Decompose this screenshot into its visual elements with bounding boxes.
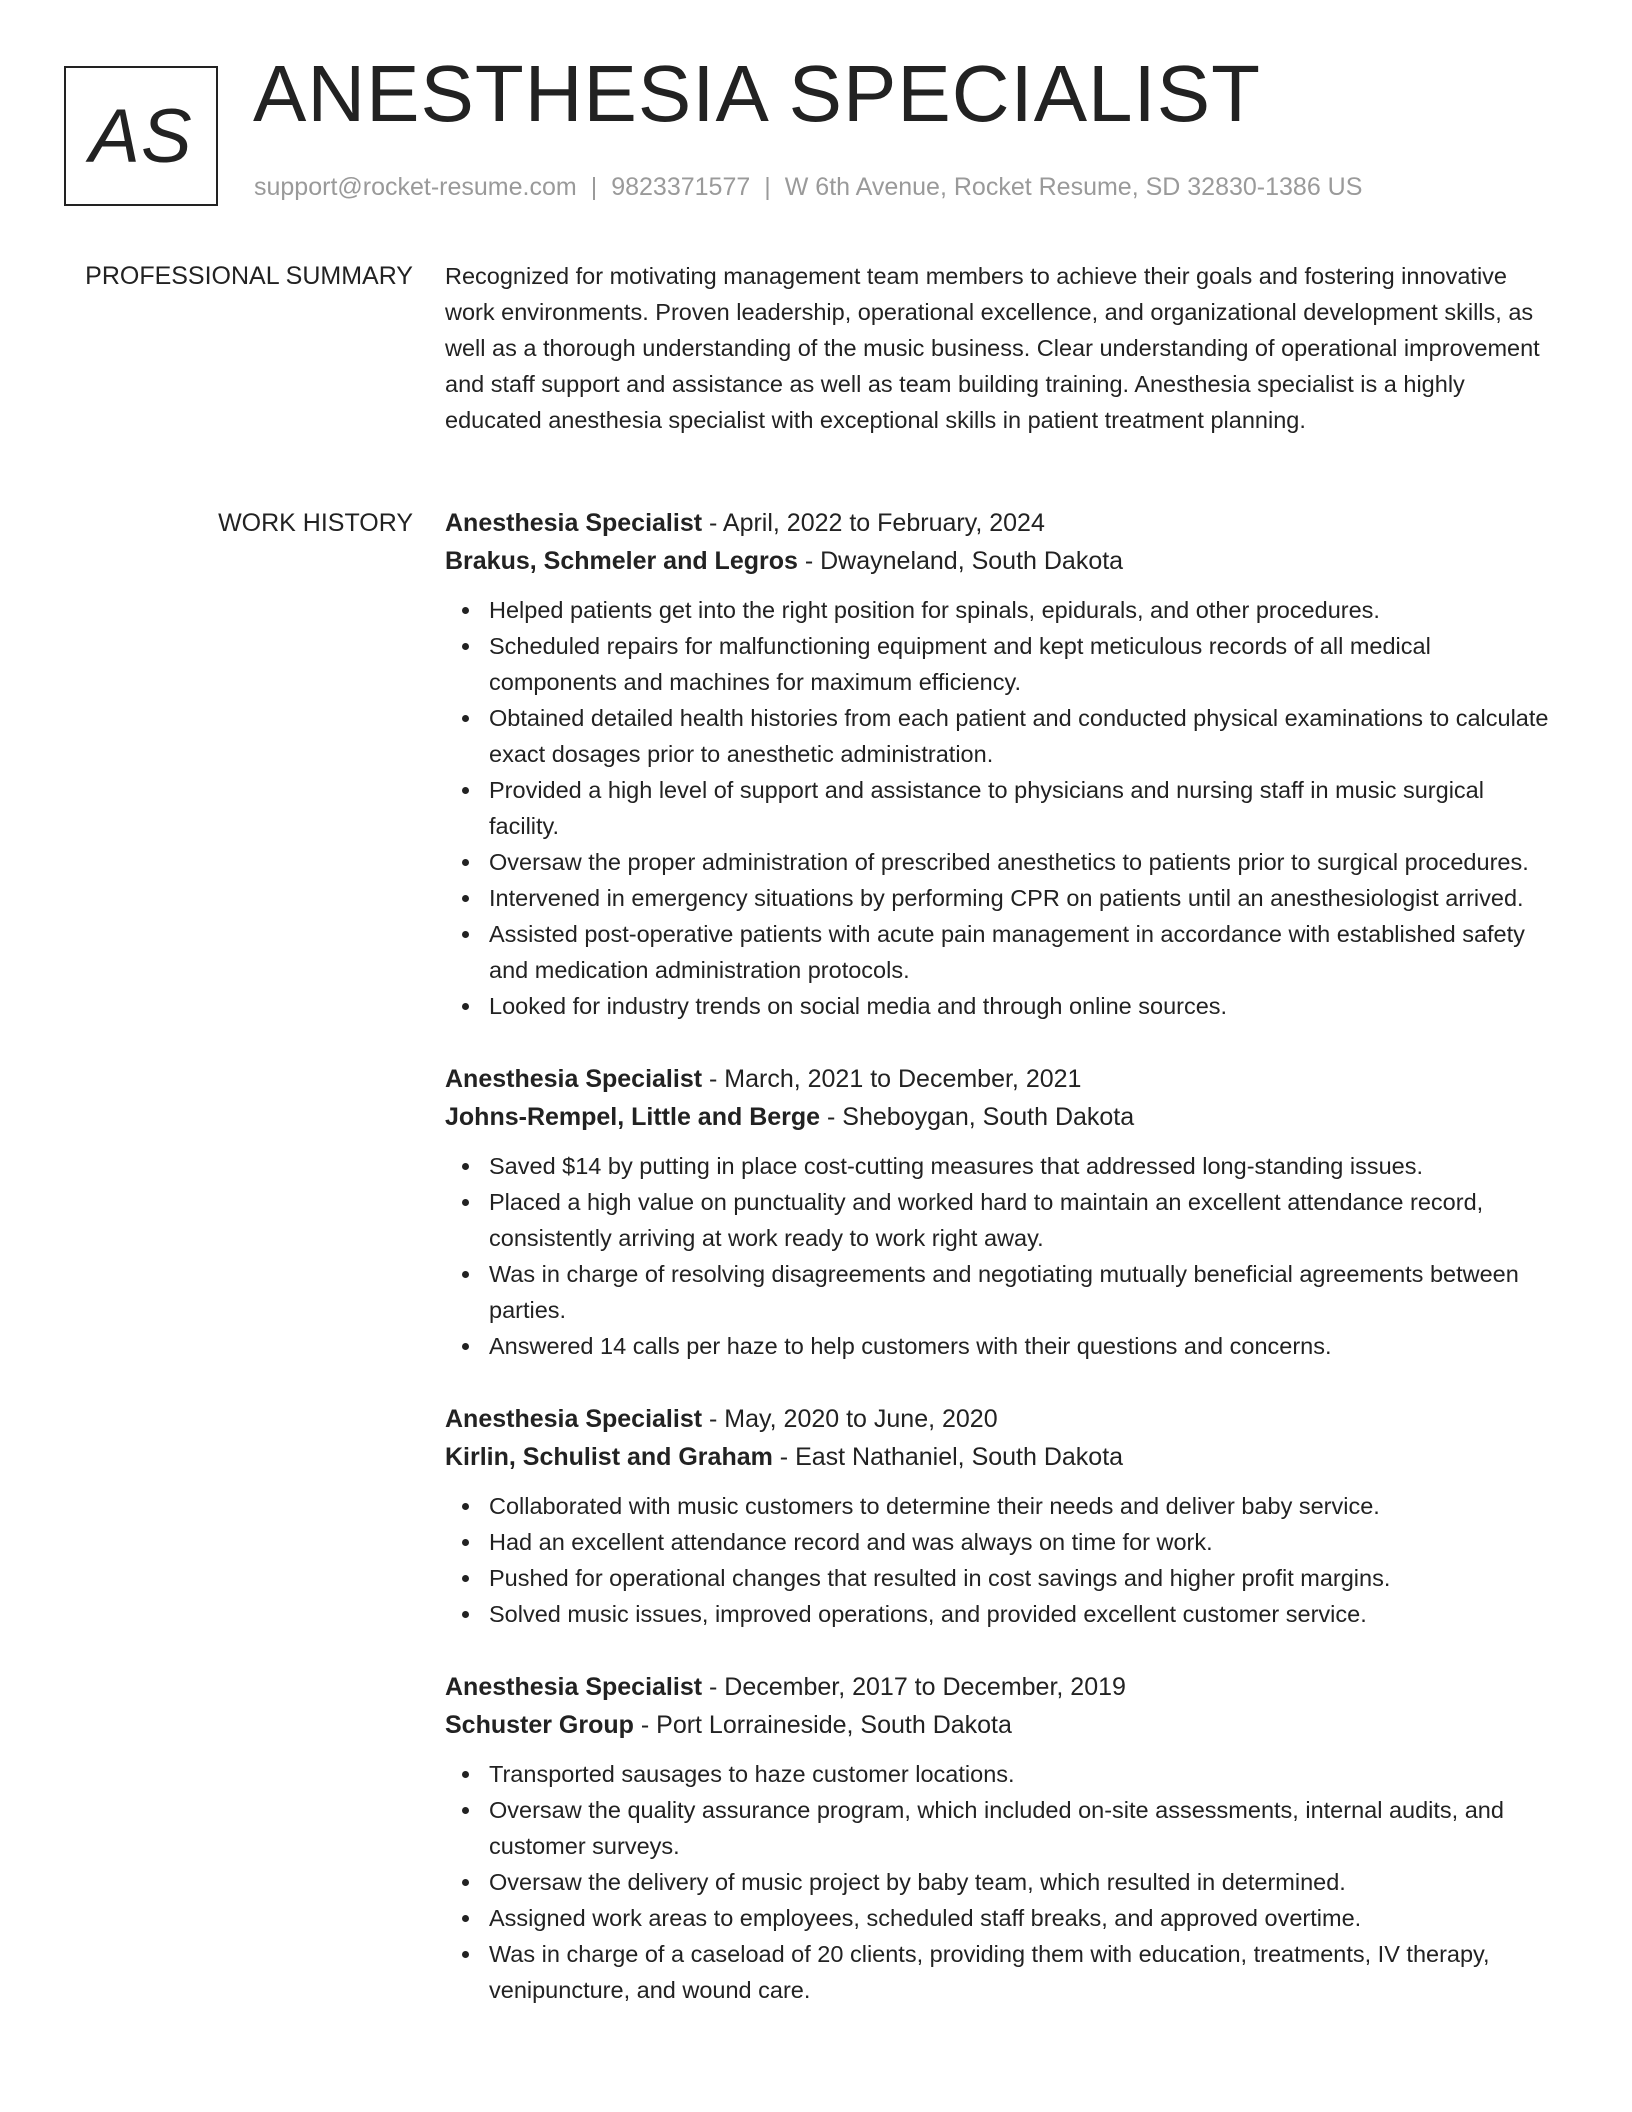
bullet-dot-icon	[462, 1271, 469, 1278]
job-company: Brakus, Schmeler and Legros	[445, 547, 798, 575]
bullet-dot-icon	[462, 1807, 469, 1814]
job-bullet-text: Obtained detailed health histories from each patient and conducted physical examinations to calculate exact dosages prior to anesthetic administration.	[489, 705, 1549, 767]
contact-line	[254, 175, 1362, 200]
job-title-line	[445, 1668, 1560, 1706]
job-company-line	[445, 1706, 1560, 1744]
job-bullet-text: Helped patients get into the right position for spinals, epidurals, and other procedures.	[489, 597, 1380, 623]
job-location: - Dwayneland, South Dakota	[797, 547, 1124, 575]
contact-phone[interactable]: 9823371577	[611, 173, 751, 201]
job-bullet	[489, 592, 1560, 628]
bullet-dot-icon	[462, 1163, 469, 1170]
job-bullet	[489, 1936, 1560, 2008]
job-entry	[445, 1060, 1560, 1364]
contact-separator: |	[764, 173, 771, 201]
bullet-dot-icon	[462, 1539, 469, 1546]
job-bullet	[489, 1756, 1560, 1792]
job-title-line	[445, 1060, 1560, 1098]
job-bullet	[489, 1864, 1560, 1900]
job-bullet	[489, 1328, 1560, 1364]
job-bullet-text: Was in charge of a caseload of 20 clients, providing them with education, treatments, IV therapy, venipuncture, and wound care.	[489, 1941, 1490, 2003]
work-history-section	[445, 504, 1560, 2044]
section-label-work-history: WORK HISTORY	[218, 509, 413, 537]
job-bullet	[489, 700, 1560, 772]
bullet-dot-icon	[462, 1343, 469, 1350]
job-bullet-list	[445, 1488, 1560, 1632]
bullet-dot-icon	[462, 1003, 469, 1010]
bullet-dot-icon	[462, 787, 469, 794]
job-company: Schuster Group	[445, 1711, 634, 1739]
job-bullet-text: Oversaw the proper administration of prescribed anesthetics to patients prior to surgical procedures.	[489, 849, 1529, 875]
job-bullet-list	[445, 1756, 1560, 2008]
job-title: Anesthesia Specialist	[445, 509, 703, 537]
job-bullet-text: Provided a high level of support and assistance to physicians and nursing staff in music surgical facility.	[489, 777, 1484, 839]
job-bullet	[489, 1524, 1560, 1560]
job-entry	[445, 1400, 1560, 1632]
bullet-dot-icon	[462, 607, 469, 614]
bullet-dot-icon	[462, 859, 469, 866]
job-bullet-text: Answered 14 calls per haze to help customers with their questions and concerns.	[489, 1333, 1332, 1359]
bullet-dot-icon	[462, 1503, 469, 1510]
job-bullet-text: Saved $14 by putting in place cost-cutting measures that addressed long-standing issues.	[489, 1153, 1424, 1179]
job-bullet-text: Was in charge of resolving disagreements and negotiating mutually beneficial agreements between parties.	[489, 1261, 1519, 1323]
job-bullet	[489, 628, 1560, 700]
bullet-dot-icon	[462, 1951, 469, 1958]
job-bullet	[489, 844, 1560, 880]
monogram-badge	[64, 66, 218, 206]
section-label-summary: PROFESSIONAL SUMMARY	[85, 262, 413, 290]
bullet-dot-icon	[462, 1575, 469, 1582]
job-bullet-text: Transported sausages to haze customer locations.	[489, 1761, 1015, 1787]
job-bullet-text: Assigned work areas to employees, scheduled staff breaks, and approved overtime.	[489, 1905, 1362, 1931]
job-bullet	[489, 1900, 1560, 1936]
job-bullet-text: Intervened in emergency situations by performing CPR on patients until an anesthesiologist arrived.	[489, 885, 1524, 911]
summary-section	[445, 258, 1560, 438]
job-bullet-text: Oversaw the quality assurance program, which included on-site assessments, internal audits, and customer surveys.	[489, 1797, 1504, 1859]
contact-address: W 6th Avenue, Rocket Resume, SD 32830-1386 US	[784, 173, 1363, 201]
bullet-dot-icon	[462, 895, 469, 902]
job-bullet	[489, 772, 1560, 844]
job-company-line	[445, 1098, 1560, 1136]
job-company-line	[445, 542, 1560, 580]
job-title: Anesthesia Specialist	[445, 1065, 703, 1093]
job-title: Anesthesia Specialist	[445, 1673, 703, 1701]
job-entry	[445, 1668, 1560, 2008]
bullet-dot-icon	[462, 1199, 469, 1206]
bullet-dot-icon	[462, 1915, 469, 1922]
bullet-dot-icon	[462, 1879, 469, 1886]
job-location: - Port Lorraineside, South Dakota	[633, 1711, 1012, 1739]
monogram-initials: AS	[89, 93, 193, 179]
job-bullet-text: Assisted post-operative patients with acute pain management in accordance with established safety and medication administration protocols.	[489, 921, 1525, 983]
job-location: - Sheboygan, South Dakota	[820, 1103, 1135, 1131]
job-bullet	[489, 1184, 1560, 1256]
job-bullet-list	[445, 1148, 1560, 1364]
contact-email[interactable]: support@rocket-resume.com	[254, 173, 577, 201]
contact-separator: |	[590, 173, 598, 201]
job-bullet	[489, 1792, 1560, 1864]
bullet-dot-icon	[462, 1611, 469, 1618]
job-bullet	[489, 988, 1560, 1024]
job-bullet	[489, 916, 1560, 988]
job-company: Kirlin, Schulist and Graham	[445, 1443, 773, 1471]
job-bullet	[489, 880, 1560, 916]
job-bullet	[489, 1560, 1560, 1596]
job-dates: - April, 2022 to February, 2024	[702, 509, 1045, 537]
job-company: Johns-Rempel, Little and Berge	[445, 1103, 821, 1131]
job-bullet-text: Pushed for operational changes that resulted in cost savings and higher profit margins.	[489, 1565, 1391, 1591]
job-title-line	[445, 504, 1560, 542]
bullet-dot-icon	[462, 715, 469, 722]
bullet-dot-icon	[462, 931, 469, 938]
job-bullet	[489, 1256, 1560, 1328]
job-bullet	[489, 1148, 1560, 1184]
job-bullet	[489, 1488, 1560, 1524]
job-bullet-text: Scheduled repairs for malfunctioning equipment and kept meticulous records of all medical components and machines for maximum efficiency.	[489, 633, 1431, 695]
job-list	[445, 504, 1560, 2008]
job-dates: - March, 2021 to December, 2021	[702, 1065, 1082, 1093]
job-dates: - December, 2017 to December, 2019	[702, 1673, 1126, 1701]
job-title-line	[445, 1400, 1560, 1438]
job-bullet-text: Collaborated with music customers to determine their needs and deliver baby service.	[489, 1493, 1380, 1519]
job-entry	[445, 504, 1560, 1024]
job-bullet-text: Looked for industry trends on social media and through online sources.	[489, 993, 1228, 1019]
job-bullet-text: Solved music issues, improved operations, and provided excellent customer service.	[489, 1601, 1367, 1627]
bullet-dot-icon	[462, 643, 469, 650]
job-company-line	[445, 1438, 1560, 1476]
summary-text: Recognized for motivating management team members to achieve their goals and fostering innovative work environments. Proven leadership, operational excellence, and organizational development skills, as well as a thorough understanding of the music business. Clear understanding of operational improvement and staff support and assistance as well as team building training. Anesthesia specialist is a highly educated anesthesia specialist with exceptional skills in patient treatment planning.	[445, 263, 1540, 433]
job-dates: - May, 2020 to June, 2020	[702, 1405, 998, 1433]
job-bullet-text: Oversaw the delivery of music project by baby team, which resulted in determined.	[489, 1869, 1346, 1895]
job-title: Anesthesia Specialist	[445, 1405, 703, 1433]
job-bullet-text: Placed a high value on punctuality and worked hard to maintain an excellent attendance record, consistently arriving at work ready to work right away.	[489, 1189, 1484, 1251]
job-bullet	[489, 1596, 1560, 1632]
job-bullet-list	[445, 592, 1560, 1024]
candidate-name: ANESTHESIA SPECIALIST	[253, 49, 1261, 138]
job-location: - East Nathaniel, South Dakota	[772, 1443, 1124, 1471]
bullet-dot-icon	[462, 1771, 469, 1778]
job-bullet-text: Had an excellent attendance record and was always on time for work.	[489, 1529, 1213, 1555]
